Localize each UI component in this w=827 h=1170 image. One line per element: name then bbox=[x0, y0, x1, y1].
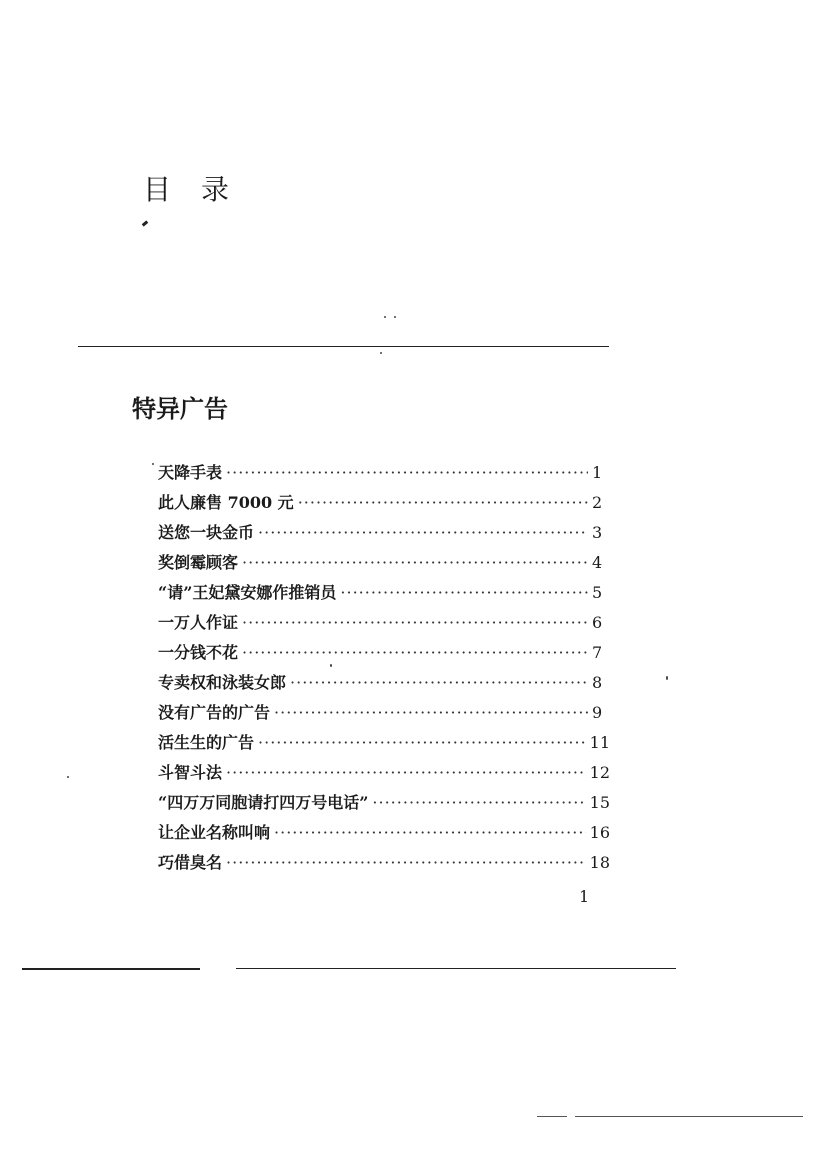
toc-entry[interactable] bbox=[158, 520, 610, 550]
toc-dot-leader bbox=[242, 550, 588, 576]
toc-entry-title: “请”王妃黛安娜作推销员 bbox=[158, 583, 337, 602]
toc-entry-title: 没有广告的广告 bbox=[158, 703, 271, 722]
scan-speck bbox=[380, 352, 382, 354]
toc-entry[interactable] bbox=[158, 760, 610, 790]
toc-entry-title: 一分钱不花 bbox=[158, 643, 239, 662]
toc-entry[interactable] bbox=[158, 640, 610, 670]
toc-entry-title: 奖倒霉顾客 bbox=[158, 553, 239, 572]
page-title: 目录 bbox=[143, 173, 260, 206]
toc-page-number: 12 bbox=[589, 763, 610, 782]
toc-dot-leader bbox=[290, 670, 588, 696]
page-number: 1 bbox=[579, 887, 590, 906]
toc-page-number: 1 bbox=[592, 463, 603, 482]
toc-dot-leader bbox=[258, 730, 586, 756]
toc-entry-title: 巧借臭名 bbox=[158, 853, 223, 872]
toc-dot-leader bbox=[258, 520, 588, 546]
toc-entry-title: 斗智斗法 bbox=[158, 763, 223, 782]
toc-entry[interactable] bbox=[158, 730, 610, 760]
toc-entry[interactable] bbox=[158, 700, 610, 730]
toc-page-number: 16 bbox=[589, 823, 610, 842]
toc-page-number: 15 bbox=[589, 793, 610, 812]
toc-dot-leader bbox=[226, 760, 586, 786]
toc-entry[interactable] bbox=[158, 460, 610, 490]
toc-entry-title: 送您一块金币 bbox=[158, 523, 255, 542]
toc-page-number: 8 bbox=[592, 673, 603, 692]
toc-page-number: 4 bbox=[592, 553, 603, 572]
toc-dot-leader bbox=[274, 820, 586, 846]
toc-entry-title: 让企业名称叫响 bbox=[158, 823, 271, 842]
toc-dot-leader bbox=[226, 460, 588, 486]
toc-entry-title: 天降手表 bbox=[158, 463, 223, 482]
toc-dot-leader bbox=[298, 490, 588, 516]
toc-entry[interactable] bbox=[158, 670, 610, 700]
toc-page-number: 11 bbox=[589, 733, 610, 752]
section-title: 特异广告 bbox=[132, 395, 228, 423]
scan-speck bbox=[666, 676, 668, 680]
toc-entry[interactable] bbox=[158, 610, 610, 640]
toc-entry-title: 一万人作证 bbox=[158, 613, 239, 632]
table-of-contents bbox=[158, 460, 610, 880]
scan-speck bbox=[330, 664, 332, 667]
toc-dot-leader bbox=[242, 610, 588, 636]
toc-page-number: 18 bbox=[589, 853, 610, 872]
toc-entry[interactable] bbox=[158, 850, 610, 880]
toc-entry[interactable] bbox=[158, 580, 610, 610]
scan-edge-line bbox=[537, 1116, 567, 1117]
toc-entry-title: 活生生的广告 bbox=[158, 733, 255, 752]
footer-rule bbox=[236, 968, 676, 969]
toc-entry-title: “四万万同胞请打四万号电话” bbox=[158, 793, 369, 812]
toc-page-number: 2 bbox=[592, 493, 603, 512]
toc-dot-leader bbox=[242, 640, 588, 666]
toc-entry[interactable] bbox=[158, 820, 610, 850]
header-rule bbox=[78, 346, 609, 347]
toc-dot-leader bbox=[226, 850, 586, 876]
toc-page-number: 3 bbox=[592, 523, 603, 542]
scan-speck bbox=[384, 316, 386, 318]
footer-rule bbox=[22, 968, 200, 970]
toc-dot-leader bbox=[274, 700, 588, 726]
toc-entry[interactable] bbox=[158, 490, 610, 520]
scan-speck bbox=[394, 316, 396, 318]
toc-dot-leader bbox=[340, 580, 588, 606]
toc-dot-leader bbox=[372, 790, 585, 816]
scan-speck bbox=[67, 776, 69, 778]
toc-entry-title: 专卖权和泳装女郎 bbox=[158, 673, 287, 692]
toc-entry[interactable] bbox=[158, 790, 610, 820]
toc-page-number: 5 bbox=[592, 583, 603, 602]
toc-entry-title: 此人廉售 7000 元 bbox=[158, 493, 294, 512]
toc-page-number: 9 bbox=[592, 703, 603, 722]
toc-entry[interactable] bbox=[158, 550, 610, 580]
scan-speck bbox=[152, 463, 154, 465]
toc-page-number: 7 bbox=[592, 643, 603, 662]
toc-page-number: 6 bbox=[592, 613, 603, 632]
ink-mark bbox=[142, 220, 149, 226]
scan-edge-line bbox=[575, 1116, 803, 1117]
